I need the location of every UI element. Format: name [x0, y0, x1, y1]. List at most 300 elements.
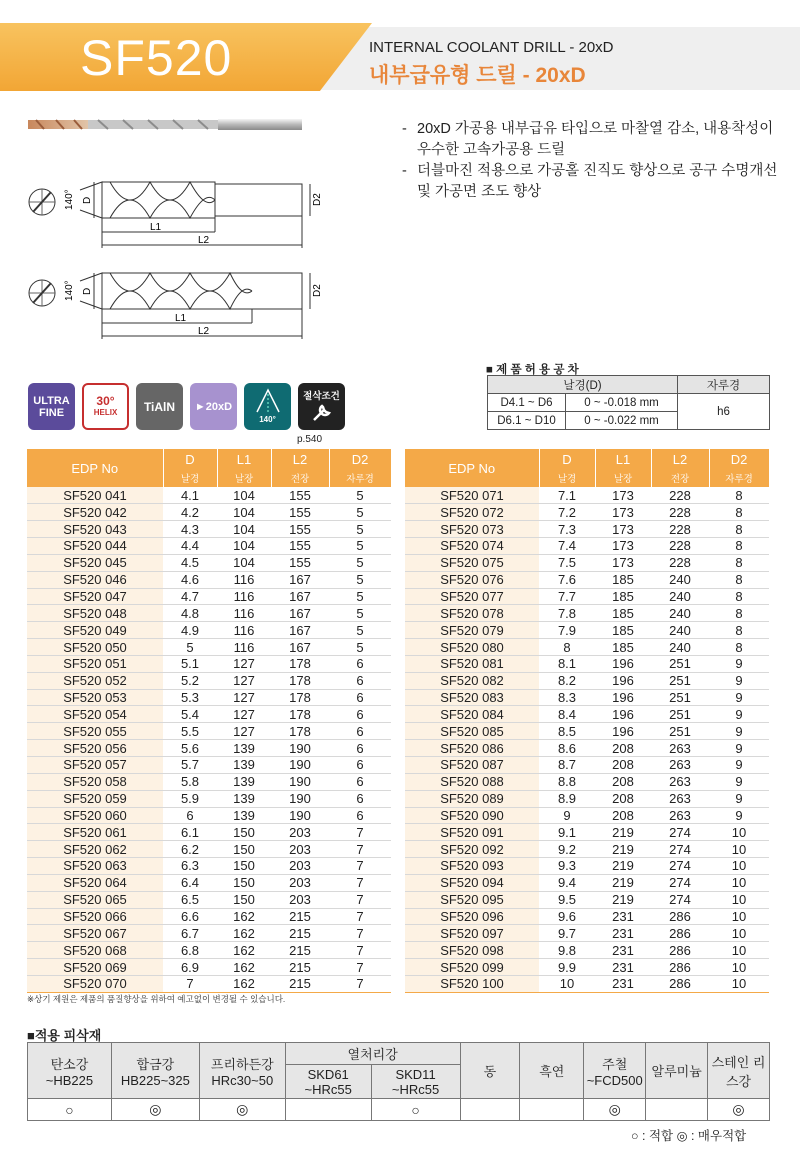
table-row	[27, 554, 391, 571]
table-row	[27, 588, 391, 605]
edp-cell: SF520 044	[27, 538, 163, 555]
l1-cell: 162	[217, 959, 271, 976]
table-row	[405, 891, 769, 908]
cutting-conditions-page-ref[interactable]: p.540	[297, 434, 323, 445]
col-l2: L2	[271, 449, 329, 469]
table-row	[27, 655, 391, 672]
d2-cell: 10	[709, 841, 769, 858]
d-cell: 9.2	[539, 841, 595, 858]
edp-cell: SF520 098	[405, 942, 539, 959]
table-row	[405, 975, 769, 992]
materials-title: ■적용 피삭재	[27, 1028, 102, 1043]
d2-cell: 10	[709, 874, 769, 891]
d-cell: 4.3	[163, 521, 217, 538]
d-cell: 4.2	[163, 504, 217, 521]
table-row	[27, 891, 391, 908]
d2-cell: 5	[329, 521, 391, 538]
table-row	[405, 571, 769, 588]
edp-cell: SF520 057	[27, 757, 163, 774]
l1-cell: 116	[217, 639, 271, 656]
d-cell: 9.5	[539, 891, 595, 908]
col-d2: D2	[329, 449, 391, 469]
material-suitability: ○	[371, 1099, 460, 1121]
edp-cell: SF520 048	[27, 605, 163, 622]
tolerance-range: D6.1 ~ D10	[488, 412, 566, 430]
col-edp: EDP No	[405, 449, 539, 487]
table-row	[27, 639, 391, 656]
d-cell: 5.1	[163, 655, 217, 672]
d2-cell: 7	[329, 841, 391, 858]
l2-cell: 286	[651, 925, 709, 942]
materials-legend: ○ : 적합 ◎ : 매우적합	[631, 1129, 747, 1143]
l2-cell: 178	[271, 655, 329, 672]
d-cell: 8.3	[539, 689, 595, 706]
l2-cell: 155	[271, 521, 329, 538]
l2-cell: 167	[271, 639, 329, 656]
l2-cell: 286	[651, 975, 709, 992]
l1-cell: 104	[217, 538, 271, 555]
d2-cell: 9	[709, 740, 769, 757]
l1-cell: 231	[595, 942, 651, 959]
edp-cell: SF520 055	[27, 723, 163, 740]
edp-cell: SF520 080	[405, 639, 539, 656]
edp-cell: SF520 051	[27, 655, 163, 672]
d2-cell: 8	[709, 639, 769, 656]
table-row	[27, 858, 391, 875]
l2-cell: 251	[651, 706, 709, 723]
material-suitability	[460, 1099, 520, 1121]
spec-table-right: EDP No D L1 L2 D2 날경 날장 전장 자루경 SF520 071 7.1 173 228 8 SF520 072 7.2 173 228 8 SF520 073 7.3 173 228 8 SF520 074 7.4 173 228 8 SF520 075 7.5 173 228 8 SF520 076 7.6 185 240 8 SF520 077 7.7 185 240 8 SF520 078 7.8 185 240 8 SF520 079 7.9 185 240 8 SF520 080 8 185 240 8 SF520 081 8.1 196 251 9 SF520 082 8.2 196 251 9 SF520 083 8.3 196 251 9 SF520 084 8.4 196 251 9 SF520 085 8.5 196 251 9 SF520 086 8.6 208 263 9 SF520 087 8.7 208 263 9 SF520 088 8.8 208 263 9 SF520 089 8.9 208 263 9 SF520 090 9 208 263 9 SF520 091 9.1 219 274 10 SF520 092 9.2 219 274 10 SF520 093 9.3 219 274 10 SF520 094 9.4 219 274 10 SF520 095 9.5 219 274 10 SF520 096 9.6 231 286 10 SF520 097 9.7 231 286 10 SF520 098 9.8 231 286 10 SF520 099 9.9 231 286 10 SF520 100 10 231 286 10	[405, 449, 770, 993]
edp-cell: SF520 100	[405, 975, 539, 992]
edp-cell: SF520 097	[405, 925, 539, 942]
edp-cell: SF520 049	[27, 622, 163, 639]
d-cell: 5.5	[163, 723, 217, 740]
table-row	[27, 841, 391, 858]
coating-icon: TiAlN	[136, 383, 183, 430]
l2-cell: 274	[651, 841, 709, 858]
d2-cell: 6	[329, 740, 391, 757]
table-row	[405, 588, 769, 605]
d2-cell: 6	[329, 723, 391, 740]
l1-cell: 150	[217, 841, 271, 858]
d-cell: 4.7	[163, 588, 217, 605]
helix-icon: 30° HELIX	[82, 383, 129, 430]
spec-note: ※상기 제원은 제품의 품질향상을 위하여 예고없이 변경될 수 있습니다.	[27, 994, 286, 1004]
l1-cell: 173	[595, 487, 651, 504]
drill-diagram-2	[20, 271, 330, 346]
l1-cell: 231	[595, 975, 651, 992]
l2-cell: 228	[651, 521, 709, 538]
edp-cell: SF520 079	[405, 622, 539, 639]
l1-cell: 139	[217, 807, 271, 824]
l2-cell: 178	[271, 689, 329, 706]
edp-cell: SF520 086	[405, 740, 539, 757]
d-cell: 8.9	[539, 790, 595, 807]
l2-cell: 203	[271, 841, 329, 858]
edp-cell: SF520 065	[27, 891, 163, 908]
d-cell: 6.1	[163, 824, 217, 841]
table-row	[405, 504, 769, 521]
material-suitability: ◎	[708, 1099, 770, 1121]
l1-cell: 219	[595, 891, 651, 908]
col-edp: EDP No	[27, 449, 163, 487]
l2-cell: 203	[271, 891, 329, 908]
l1-cell: 219	[595, 841, 651, 858]
l1-cell: 196	[595, 655, 651, 672]
l2-cell: 228	[651, 538, 709, 555]
edp-cell: SF520 042	[27, 504, 163, 521]
material-suitability: ◎	[111, 1099, 199, 1121]
l2-cell: 155	[271, 554, 329, 571]
table-row	[405, 672, 769, 689]
l1-cell: 208	[595, 757, 651, 774]
l2-cell: 190	[271, 773, 329, 790]
d2-cell: 6	[329, 672, 391, 689]
d2-cell: 9	[709, 689, 769, 706]
l1-cell: 116	[217, 588, 271, 605]
d-cell: 6.9	[163, 959, 217, 976]
d-cell: 8.6	[539, 740, 595, 757]
svg-text:L1: L1	[150, 222, 162, 233]
description-text: 우수한 고속가공용 드릴	[417, 142, 566, 158]
table-row	[405, 639, 769, 656]
l2-cell: 263	[651, 757, 709, 774]
edp-cell: SF520 069	[27, 959, 163, 976]
l2-cell: 203	[271, 874, 329, 891]
l1-cell: 116	[217, 622, 271, 639]
table-row	[27, 723, 391, 740]
l2-cell: 274	[651, 874, 709, 891]
table-row	[27, 504, 391, 521]
d2-cell: 7	[329, 908, 391, 925]
edp-cell: SF520 064	[27, 874, 163, 891]
l2-cell: 190	[271, 740, 329, 757]
d-cell: 7.3	[539, 521, 595, 538]
d-cell: 4.1	[163, 487, 217, 504]
d-cell: 10	[539, 975, 595, 992]
l1-cell: 150	[217, 858, 271, 875]
l2-cell: 215	[271, 942, 329, 959]
product-subtitle-ko: 내부급유형 드릴 - 20xD	[369, 64, 586, 87]
l2-cell: 286	[651, 959, 709, 976]
material-header: 프리하든강 HRc30~50	[199, 1043, 285, 1099]
material-suitability	[520, 1099, 584, 1121]
l1-cell: 104	[217, 521, 271, 538]
d2-cell: 5	[329, 588, 391, 605]
table-row	[27, 874, 391, 891]
d2-cell: 9	[709, 807, 769, 824]
d2-cell: 8	[709, 571, 769, 588]
material-header: 알루미늄	[646, 1043, 708, 1099]
d-cell: 9.1	[539, 824, 595, 841]
edp-cell: SF520 078	[405, 605, 539, 622]
edp-cell: SF520 045	[27, 554, 163, 571]
d-cell: 5.7	[163, 757, 217, 774]
l2-cell: 190	[271, 807, 329, 824]
table-row	[27, 942, 391, 959]
l2-cell: 240	[651, 571, 709, 588]
length-icon: ►20xD	[190, 383, 237, 430]
l1-cell: 185	[595, 639, 651, 656]
l2-cell: 167	[271, 571, 329, 588]
svg-text:D: D	[82, 287, 93, 295]
l2-cell: 155	[271, 538, 329, 555]
d2-cell: 6	[329, 757, 391, 774]
description-bullet: - 20xD 가공용 내부급유 타입으로 마찰열 감소, 내용착성이 우수한 고속가공용 드릴	[402, 119, 787, 161]
l1-cell: 127	[217, 672, 271, 689]
l1-cell: 196	[595, 706, 651, 723]
table-row	[405, 757, 769, 774]
edp-cell: SF520 050	[27, 639, 163, 656]
cutting-conditions-icon[interactable]: 절삭조건	[298, 383, 345, 430]
edp-cell: SF520 072	[405, 504, 539, 521]
table-row	[27, 521, 391, 538]
d-cell: 6.5	[163, 891, 217, 908]
table-row	[27, 908, 391, 925]
d2-cell: 6	[329, 655, 391, 672]
l1-cell: 150	[217, 824, 271, 841]
material-header: 흑연	[520, 1043, 584, 1099]
d2-cell: 5	[329, 504, 391, 521]
d-cell: 9	[539, 807, 595, 824]
edp-cell: SF520 063	[27, 858, 163, 875]
l1-cell: 104	[217, 554, 271, 571]
l1-cell: 116	[217, 571, 271, 588]
d-cell: 9.9	[539, 959, 595, 976]
tolerance-value: 0 ~ -0.022 mm	[566, 412, 678, 430]
material-header: 합금강 HB225~325	[111, 1043, 199, 1099]
l2-cell: 286	[651, 908, 709, 925]
edp-cell: SF520 047	[27, 588, 163, 605]
edp-cell: SF520 043	[27, 521, 163, 538]
table-row	[405, 824, 769, 841]
col-d2: D2	[709, 449, 769, 469]
table-row	[405, 521, 769, 538]
d-cell: 8	[539, 639, 595, 656]
material-header: 주철 ~FCD500	[584, 1043, 646, 1099]
table-row	[405, 874, 769, 891]
edp-cell: SF520 054	[27, 706, 163, 723]
edp-cell: SF520 068	[27, 942, 163, 959]
d-cell: 8.2	[539, 672, 595, 689]
d2-cell: 9	[709, 790, 769, 807]
l2-cell: 215	[271, 925, 329, 942]
l1-cell: 139	[217, 773, 271, 790]
d-cell: 7.1	[539, 487, 595, 504]
d-cell: 7.8	[539, 605, 595, 622]
l1-cell: 162	[217, 942, 271, 959]
edp-cell: SF520 071	[405, 487, 539, 504]
table-row	[405, 622, 769, 639]
l2-cell: 203	[271, 824, 329, 841]
table-row	[405, 959, 769, 976]
d2-cell: 6	[329, 807, 391, 824]
l1-cell: 150	[217, 891, 271, 908]
edp-cell: SF520 096	[405, 908, 539, 925]
table-row	[405, 723, 769, 740]
spec-table-left: EDP No D L1 L2 D2 날경 날장 전장 자루경 SF520 041 4.1 104 155 5 SF520 042 4.2 104 155 5 SF520 043 4.3 104 155 5 SF520 044 4.4 104 155 5 SF520 045 4.5 104 155 5 SF520 046 4.6 116 167 5 SF520 047 4.7 116 167 5 SF520 048 4.8 116 167 5 SF520 049 4.9 116 167 5 SF520 050 5 116 167 5 SF520 051 5.1 127 178 6 SF520 052 5.2 127 178 6 SF520 053 5.3 127 178 6 SF520 054 5.4 127 178 6 SF520 055 5.5 127 178 6 SF520 056 5.6 139 190 6 SF520 057 5.7 139 190 6 SF520 058 5.8 139 190 6 SF520 059 5.9 139 190 6 SF520 060 6 139 190 6 SF520 061 6.1 150 203 7 SF520 062 6.2 150 203 7 SF520 063 6.3 150 203 7 SF520 064 6.4 150 203 7 SF520 065 6.5 150 203 7 SF520 066 6.6 162 215 7 SF520 067 6.7 162 215 7 SF520 068 6.8 162 215 7 SF520 069 6.9 162 215 7 SF520 070 7 162 215 7	[27, 449, 392, 993]
d-cell: 7.2	[539, 504, 595, 521]
table-row	[405, 740, 769, 757]
svg-text:140°: 140°	[64, 189, 75, 210]
table-row	[27, 807, 391, 824]
edp-cell: SF520 052	[27, 672, 163, 689]
d2-cell: 10	[709, 891, 769, 908]
l2-cell: 240	[651, 639, 709, 656]
l1-cell: 139	[217, 790, 271, 807]
edp-cell: SF520 053	[27, 689, 163, 706]
d-cell: 8.8	[539, 773, 595, 790]
d2-cell: 5	[329, 571, 391, 588]
table-row	[405, 841, 769, 858]
table-row	[27, 538, 391, 555]
col-d: D	[539, 449, 595, 469]
d2-cell: 9	[709, 773, 769, 790]
l1-cell: 185	[595, 622, 651, 639]
table-row	[27, 740, 391, 757]
l2-cell: 274	[651, 858, 709, 875]
edp-cell: SF520 077	[405, 588, 539, 605]
l1-cell: 173	[595, 504, 651, 521]
l1-cell: 196	[595, 672, 651, 689]
edp-cell: SF520 094	[405, 874, 539, 891]
d-cell: 4.5	[163, 554, 217, 571]
l2-cell: 251	[651, 672, 709, 689]
d2-cell: 10	[709, 975, 769, 992]
l1-cell: 162	[217, 908, 271, 925]
l1-cell: 139	[217, 740, 271, 757]
edp-cell: SF520 046	[27, 571, 163, 588]
d-cell: 8.5	[539, 723, 595, 740]
material-suitability: ◎	[199, 1099, 285, 1121]
l1-cell: 185	[595, 571, 651, 588]
d2-cell: 9	[709, 723, 769, 740]
edp-cell: SF520 075	[405, 554, 539, 571]
tolerance-value: 0 ~ -0.018 mm	[566, 394, 678, 412]
l1-cell: 219	[595, 858, 651, 875]
d2-cell: 5	[329, 639, 391, 656]
material-header: 스테인 리스강	[708, 1043, 770, 1099]
tolerance-range: D4.1 ~ D6	[488, 394, 566, 412]
d-cell: 5.6	[163, 740, 217, 757]
l2-cell: 274	[651, 891, 709, 908]
product-title: SF520	[80, 30, 233, 86]
l1-cell: 208	[595, 740, 651, 757]
d2-cell: 6	[329, 706, 391, 723]
l2-cell: 274	[651, 824, 709, 841]
material-suitability: ○	[28, 1099, 112, 1121]
l1-cell: 162	[217, 975, 271, 992]
ultra-fine-icon: ULTRA FINE	[28, 383, 75, 430]
d2-cell: 5	[329, 487, 391, 504]
table-row	[405, 689, 769, 706]
d2-cell: 7	[329, 942, 391, 959]
edp-cell: SF520 091	[405, 824, 539, 841]
edp-cell: SF520 060	[27, 807, 163, 824]
col-l2: L2	[651, 449, 709, 469]
d-cell: 4.9	[163, 622, 217, 639]
edp-cell: SF520 088	[405, 773, 539, 790]
description-text: 및 가공면 조도 향상	[417, 184, 542, 200]
table-row	[405, 858, 769, 875]
l1-cell: 196	[595, 689, 651, 706]
l1-cell: 219	[595, 824, 651, 841]
table-row	[27, 925, 391, 942]
l2-cell: 178	[271, 706, 329, 723]
l2-cell: 178	[271, 672, 329, 689]
table-row	[405, 487, 769, 504]
l1-cell: 219	[595, 874, 651, 891]
table-row	[27, 487, 391, 504]
d-cell: 6.6	[163, 908, 217, 925]
description-text: 20xD 가공용 내부급유 타입으로 마찰열 감소, 내용착성이	[417, 121, 774, 137]
d-cell: 9.8	[539, 942, 595, 959]
d-cell: 6.2	[163, 841, 217, 858]
table-row	[405, 554, 769, 571]
table-row	[27, 571, 391, 588]
table-row	[27, 773, 391, 790]
l2-cell: 228	[651, 487, 709, 504]
d-cell: 6.8	[163, 942, 217, 959]
edp-cell: SF520 062	[27, 841, 163, 858]
l1-cell: 127	[217, 706, 271, 723]
table-row	[27, 706, 391, 723]
drill-photo-image	[28, 117, 303, 133]
l2-cell: 263	[651, 807, 709, 824]
point-angle-icon: 140°	[244, 383, 291, 430]
d-cell: 4.4	[163, 538, 217, 555]
l1-cell: 231	[595, 925, 651, 942]
table-row	[27, 605, 391, 622]
drill-diagram-1	[20, 180, 330, 255]
product-description	[402, 119, 787, 203]
svg-text:L1: L1	[175, 313, 187, 324]
table-row	[405, 908, 769, 925]
d-cell: 8.4	[539, 706, 595, 723]
d2-cell: 8	[709, 487, 769, 504]
edp-cell: SF520 041	[27, 487, 163, 504]
table-row	[405, 925, 769, 942]
d2-cell: 9	[709, 672, 769, 689]
l2-cell: 263	[651, 790, 709, 807]
description-bullet: - 더블마진 적용으로 가공홀 진직도 향상으로 공구 수명개선 및 가공면 조도 향상	[402, 161, 787, 203]
d-cell: 7.5	[539, 554, 595, 571]
d2-cell: 6	[329, 773, 391, 790]
l2-cell: 190	[271, 790, 329, 807]
edp-cell: SF520 059	[27, 790, 163, 807]
edp-cell: SF520 076	[405, 571, 539, 588]
edp-cell: SF520 066	[27, 908, 163, 925]
l2-cell: 240	[651, 588, 709, 605]
material-header: 탄소강 ~HB225	[28, 1043, 112, 1099]
l2-cell: 190	[271, 757, 329, 774]
d-cell: 6.3	[163, 858, 217, 875]
l1-cell: 150	[217, 874, 271, 891]
product-subtitle-en: INTERNAL COOLANT DRILL - 20xD	[369, 39, 614, 56]
table-row	[405, 942, 769, 959]
l1-cell: 231	[595, 908, 651, 925]
edp-cell: SF520 081	[405, 655, 539, 672]
svg-text:D2: D2	[312, 193, 323, 206]
d-cell: 8.7	[539, 757, 595, 774]
description-text: 더블마진 적용으로 가공홀 진직도 향상으로 공구 수명개선	[417, 163, 778, 179]
tolerance-table	[487, 375, 770, 430]
l1-cell: 196	[595, 723, 651, 740]
l2-cell: 215	[271, 908, 329, 925]
table-row	[405, 790, 769, 807]
edp-cell: SF520 074	[405, 538, 539, 555]
d2-cell: 10	[709, 908, 769, 925]
